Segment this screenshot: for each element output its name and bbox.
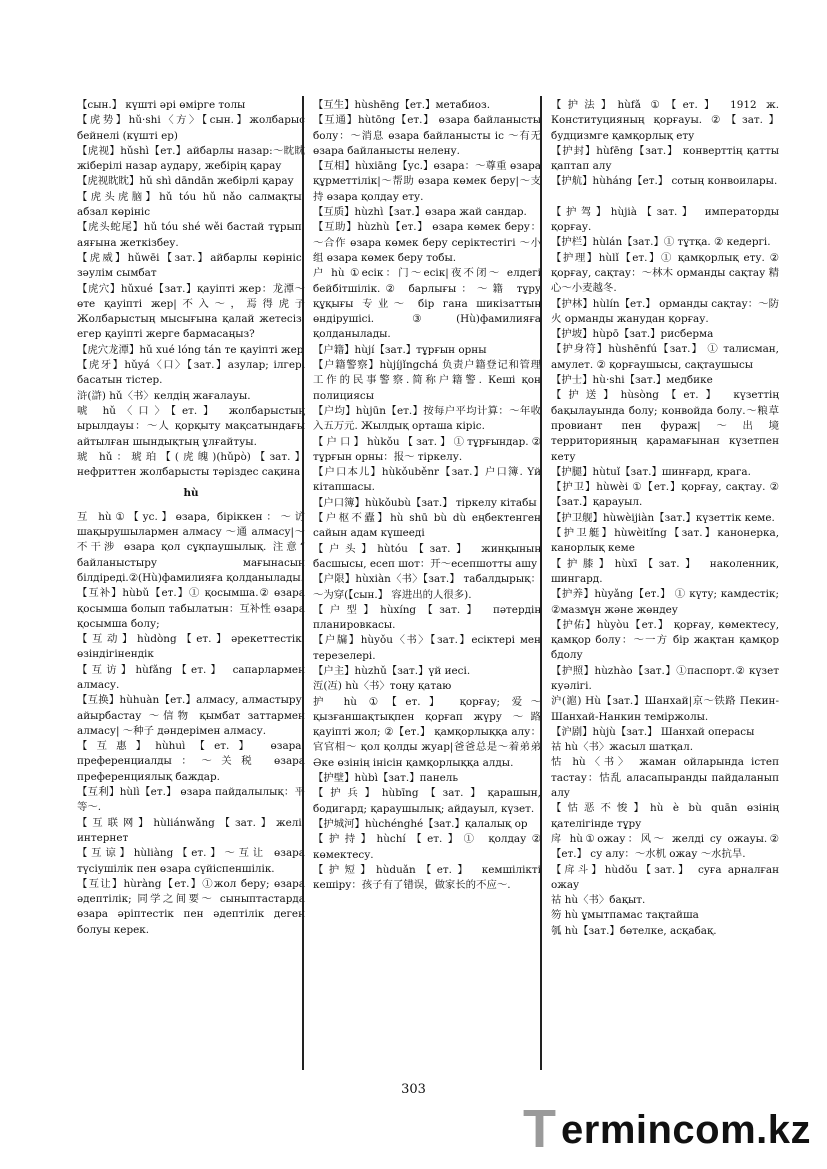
dictionary-entry: 【护城河】hùchénghé【зат.】қалалық ор — [313, 817, 528, 830]
dictionary-entry: 【户籍】hùjí【зат.】тұрғын орны — [313, 343, 487, 356]
dictionary-entry: 沪(滬) Hù【зат.】Шанхай|京～铁路 Пекин-Шанхай-Нанкин теміржолы. — [551, 695, 779, 723]
dictionary-entry: 【互访】hùfǎng【ет.】 сапарлармен алмасу. — [77, 663, 305, 691]
dictionary-entry: 【虎牙】hǔyá〈口〉【зат.】азулар; ілгері басатын тістер. — [77, 359, 305, 387]
dictionary-entry: 【户型】hùxíng【зат.】 пәтердің планировкасы. — [313, 603, 541, 632]
dictionary-entry: 【护士】hù·shi【зат.】медбике — [551, 374, 713, 387]
column-divider — [540, 96, 542, 1070]
dictionary-entry: 【户口簿】hùkǒubù【зат.】 тіркелу кітабы — [313, 496, 537, 509]
dictionary-entry: 【户均】hùjūn【ет.】按每户平均计算：～年收入五万元. Жылдық орташа кіріс. — [313, 404, 541, 433]
dictionary-entry: 【护兵】hùbīng【зат.】қарашын, бодигард; қараушылық; айдауыл, күзет. — [313, 787, 541, 815]
dictionary-entry: 【护持】hùchí【ет.】① қолдау② көмектесу. — [313, 833, 541, 861]
dictionary-entry: 【户口】hùkǒu【зат.】①тұрғындар.② тұрғын орны：报～ тіркелу. — [313, 435, 541, 463]
dictionary-entry: 【虎穴龙潭】hǔ xué lóng tán те қауіпті жер — [77, 343, 304, 356]
section-heading: hù — [183, 487, 199, 500]
dictionary-entry: 【互谅】hùliàng【ет.】～互让 өзара түсіушілік пен өзара сүйіспеншілік. — [77, 847, 305, 875]
dictionary-entry: 【虎威】hǔwēi【зат.】айбарлы көрініс, зәулім сымбат — [77, 251, 305, 280]
dictionary-entry: 【怙恶不悛】hù è bù quān өзінің қателігінде тұру — [551, 802, 779, 830]
dictionary-entry: 【护驾】hùjià【зат.】 императорды қорғау. — [551, 205, 779, 234]
dictionary-entry: 祜 hù〈书〉бақыт. — [551, 894, 646, 907]
dictionary-entry: 【互相】hùxiāng【ус.】өзара：～尊重 өзара құрметтілік|～帮助 өзара көмек беру|～支持 өзара қолдау ету. — [313, 160, 541, 203]
dictionary-entry: 【护理】hùlǐ【ет.】① қамқорлық ету. ② қорғау, сақтау：～林木 орманды сақтау 精心～小麦越冬. — [551, 251, 779, 295]
dictionary-entry: 【护膝】hùxī【зат.】 наколенник, шингард. — [551, 557, 779, 585]
dictionary-entry: 【沪剧】hùjù【зат.】 Шанхай операсы — [551, 725, 755, 738]
dictionary-entry: 【互换】hùhuàn【ет.】алмасу, алмастыру, айырбастау ～信物 қымбат заттармен алмасу| ～种子 дәндерімен алмасу. — [77, 694, 305, 737]
dictionary-entry: 【互助】hùzhù【ет.】 өзара көмек беру：～合作 өзара көмек беру серіктестігі ～小组 өзара көмек беру тобы. — [313, 221, 541, 264]
dictionary-entry: 【虎视】hǔshì【ет.】айбарлы назар:～眈眈 жіберілі назар аудару, жебірің қарау — [77, 144, 305, 173]
column-divider — [302, 96, 304, 1070]
dictionary-entry: 瓠 hù【зат.】бөтелке, асқабақ. — [551, 924, 717, 937]
dictionary-entry: 【护照】hùzhào【зат.】①паспорт.② күзет куәлігі. — [551, 664, 779, 692]
dictionary-entry: 【护法】hùfǎ ①【ет.】 1912 ж. Конституцияның қорғауы. ②【зат.】будцизмге қамқорлық ету — [551, 99, 779, 142]
dictionary-entry: 【互质】hùzhì【зат.】өзара жай сандар. — [313, 206, 527, 219]
dictionary-entry: 【护养】hùyǎng【ет.】 ① күту; камдестік; ②мазмұн және жөндеу — [551, 588, 779, 616]
column-3 — [551, 98, 779, 939]
dictionary-entry: 【护卫舰】hùwèijiàn【зат.】күзеттік кеме. — [551, 511, 775, 524]
dictionary-entry: 【互利】hùlì【ет.】 өзара пайдалылық：平等～. — [77, 786, 305, 814]
column-2 — [313, 98, 541, 893]
dictionary-entry: 【护送】hùsòng【ет.】 күзеттің бақылауында болу; конвойда болу.～粮草 провиант пен фураж|～出境 территорияның қарамағынан күзетпен кету — [551, 389, 779, 463]
dictionary-entry: 【护封】hùfēng【зат.】 конверттің қатты қаптап алу — [551, 144, 779, 173]
dictionary-entry: 【户主】hùzhǔ【зат.】үй иесі. — [313, 664, 471, 677]
dictionary-entry: 【户牖】hùyǒu〈书〉【зат.】есіктері мен терезелері. — [313, 634, 541, 662]
dictionary-entry: 【护佑】hùyòu【ет.】 қорғау, көмектесу, қамқор болу：～一方 бір жақтан қамқор бдолу — [551, 618, 779, 662]
dictionary-entry: 护 hù ①【ет.】 қорғау; 爱～ қызғаншақтықпен қорғап жүру ～路 қауіпті жол; ②【ет.】 қамқорлыққа алу：官官相～ қол қолды жуар|爸爸总是～着弟弟 Әке өзінің інісін қамқорлыққа алды. — [313, 695, 541, 769]
dictionary-entry: 【护腿】hùtuǐ【зат.】шинғард, крага. — [551, 465, 751, 478]
logo-letter: T — [523, 1099, 556, 1159]
dictionary-entry: 浒(滸) hǔ〈书〉келдің жағалауы. — [77, 389, 251, 402]
dictionary-entry: 琥 hǔ：琥珀【(虎魄)(hǔpò)【зат.】нефриттен жолбарысты тәріздес сақина — [77, 450, 305, 479]
site-logo[interactable] — [523, 1099, 813, 1159]
page-number: 303 — [401, 1082, 426, 1097]
dictionary-entry: 【虎视眈眈】hǔ shì dāndān жебірлі қарау — [77, 175, 294, 188]
dictionary-entry: 【户口本儿】hùkǒuběnr【зат.】户口簿. Үй кітапшасы. — [313, 466, 541, 494]
dictionary-entry: 【互通】hùtōng【ет.】 өзара байланысты болу：～消息 өзара байланысты іс ～有无 өзара байланысты нелену. — [313, 114, 541, 157]
column-1 — [77, 98, 305, 938]
dictionary-entry: 【互生】hùshēng【ет.】метабиоз. — [313, 99, 491, 111]
dictionary-entry: 【戽斗】hùdǒu【зат.】 суға арналған ожау — [551, 863, 779, 891]
dictionary-entry: 【互补】hùbǔ【ет.】① қосымша.② өзара қосымша болып табылатын：互补性 өзара қосымша болу; — [77, 587, 305, 630]
dictionary-entry: 戽 hù①ожау：风～ желді су ожауы.②【ет.】 су алу：～水机 ожау ～水抗旱. — [551, 832, 779, 861]
dictionary-entry: 怙 hù〈书〉 жаман ойларында істеп тастау：怙乱 аласапыранды пайдаланып алу — [551, 756, 779, 800]
dictionary-entry: 【虎头虎脑】hǔ tóu hǔ nǎo салмақты, абзал көрініс — [77, 190, 305, 219]
dictionary-entry: 【护壁】hùbì【зат.】панель — [313, 772, 459, 785]
dictionary-entry: 【护卫艇】hùwèitǐng【зат.】канонерка, канорлық кеме — [551, 527, 779, 555]
dictionary-entry: 【互联网】hùliánwǎng【зат.】желі, интернет — [77, 816, 305, 844]
dictionary-entry: 【护航】hùháng【ет.】 сотың конвоилары. — [551, 175, 778, 188]
dictionary-entry: 【户限】hùxiàn〈书〉【зат.】 табалдырық：～为穿(【сын.】 容进出的人很多). — [313, 573, 541, 601]
dictionary-entry: 【互让】hùràng【ет.】①жол беру; өзара әдептілік; 同学之间要～ сыныптастарда өзара әріптестік пен әдептілік деген болуы керек. — [77, 877, 305, 936]
dictionary-entry: 【护栏】hùlán【зат.】① тұтқа. ② кедергі. — [551, 236, 771, 249]
dictionary-entry: 【虎势】hǔ·shi〈方〉【сын.】жолбарыс бейнелі (күшті ер) — [77, 114, 305, 142]
dictionary-entry: 唬 hǔ〈口〉【ет.】 жолбарыстың ырылдауы：～人 қорқыту мақсатындағы айтылған шындықтың ұлғайтуы. — [77, 404, 305, 448]
dictionary-entry: 【户头】hùtóu【зат.】 жинқының басшысы, есеп шот：开～есепшотты ашу — [313, 542, 541, 570]
logo-text: ermincom.kz — [561, 1108, 812, 1152]
dictionary-entry: 【сын.】 күшті әрі өмірге толы — [77, 99, 246, 111]
dictionary-entry: 【护身符】hùshēnfú【зат.】 ① талисман, амулет. ② қорғаушысы, сақтаушысы — [551, 343, 779, 371]
dictionary-entry: 【户籍警察】hùjíjǐngchá 负责户籍登记和管理工作的民事警察.简称户籍警. Кеші қон полициясы — [313, 359, 541, 402]
dictionary-entry: 【户枢不蠹】hù shū bù dù еңбектенген сайын адам күшееді — [313, 512, 541, 540]
dictionary-entry: 户 hù ①есік：门～есік|夜不闭～ елдегі бейбітшілік.② барлығы：～籍 тұру құқығы 专业～ бір гана шикізаттың өндірушісі. ③(Hù)фамилияға қолданылады. — [313, 267, 541, 341]
dictionary-entry: 【虎穴】hǔxué【зат.】қауіпті жер：龙潭～ өте қауіпті жер|不入～，焉得虎子 Жолбарыстың мысығына қалай жетесіз, егер қауіпті жерге бармасаңыз? — [77, 282, 305, 341]
dictionary-entry: 【虎头蛇尾】hǔ tóu shé wěi бастай тұрып, аяғына жеткізбеу. — [77, 221, 305, 249]
dictionary-entry: 【互动】hùdòng【ет.】әрекеттестік, өзіндігінендік — [77, 633, 305, 661]
dictionary-entry: 笏 hù ұмытпамас тақтайша — [551, 909, 699, 922]
dictionary-entry — [551, 190, 779, 205]
dictionary-entry: 【护短】hùduǎn【ет.】 кемшілікті кешіру：孩子有了错误，做家长的不应～. — [313, 863, 541, 892]
dictionary-entry: 【互惠】hùhuì【ет.】 өзара; преференциалды：～关税 өзара преференциялық баждар. — [77, 740, 305, 783]
dictionary-entry: 【护坡】hùpō【зат.】рисберма — [551, 328, 714, 341]
dictionary-entry: 沍(冱) hù〈书〉тоңу қатаю — [313, 680, 452, 693]
dictionary-entry: 祜 hù〈书〉жасыл шатқал. — [551, 741, 693, 754]
dictionary-entry: 【护林】hùlín【ет.】 орманды сақтау：～防火 орманды жанудан қорғау. — [551, 297, 779, 325]
dictionary-entry: 互 hù①【ус.】өзара, біріккен：～访 шақырушылармен алмасу ～通 алмасу|～不干涉 өзара қол сұқпаушылық. 注意“ байланыстыру мағынасын білдіреді.②(Hù)фамилияға қолданылады. — [77, 510, 305, 584]
dictionary-entry: 【护卫】hùwèi ①【ет.】қорғау, сақтау. ②【зат.】қарауыл. — [551, 481, 779, 509]
